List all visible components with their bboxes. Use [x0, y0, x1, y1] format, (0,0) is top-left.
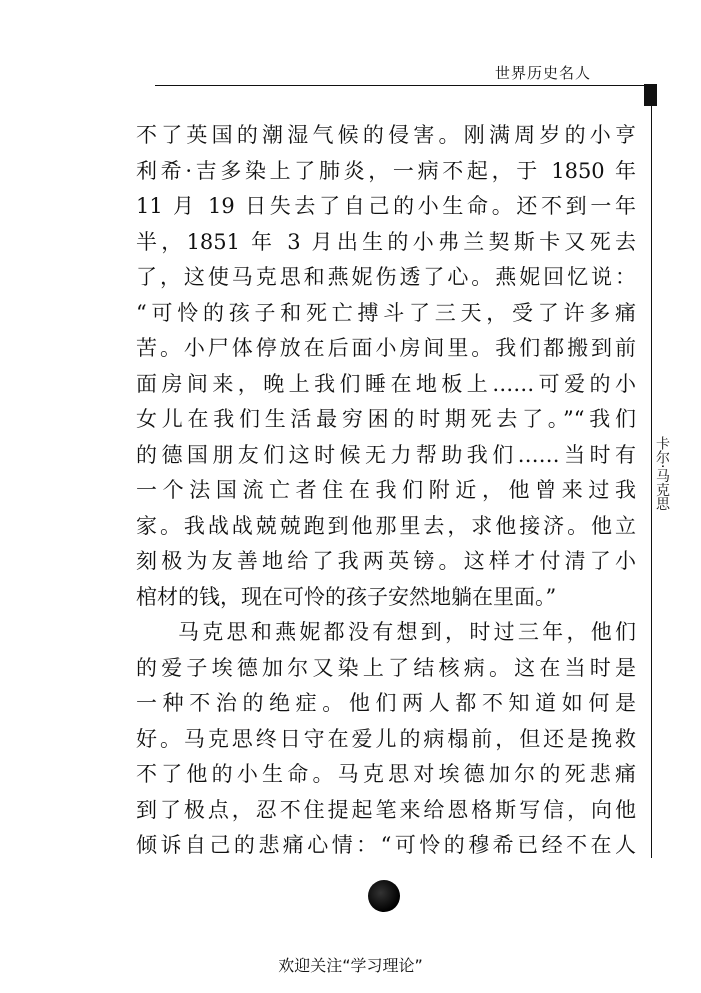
text-line: 的德国朋友们这时候无力帮助我们……当时有: [136, 442, 636, 467]
text-line: 棺材的钱，现在可怜的孩子安然地躺在里面。”: [136, 584, 557, 609]
side-tab-label: 卡尔·马克思: [654, 436, 670, 511]
side-rule: [651, 86, 652, 858]
text-line: “可怜的孩子和死亡搏斗了三天，受了许多痛: [136, 300, 636, 325]
text-line: 刻极为友善地给了我两英镑。这样才付清了小: [136, 549, 636, 573]
text-line: 女儿在我们生活最穷困的时期死去了。”“我们: [136, 407, 636, 431]
text-line: 苦。小尸体停放在后面小房间里。我们都搬到前: [136, 336, 636, 360]
running-header-title: 世界历史名人: [495, 64, 592, 82]
text-line: 11 月 19 日失去了自己的小生命。还不到一年: [136, 194, 636, 218]
text-line: 一种不治的绝症。他们两人都不知道如何是: [136, 691, 636, 715]
body-text: [136, 118, 636, 864]
page-ornament-dot: [368, 880, 400, 912]
text-line: 不了英国的潮湿气候的侵害。刚满周岁的小亨: [136, 123, 636, 147]
text-line: 利希·吉多染上了肺炎，一病不起，于 1850 年: [136, 158, 636, 183]
text-line: 面房间来，晚上我们睡在地板上……可爱的小: [136, 371, 636, 396]
text-line: 不了他的小生命。马克思对埃德加尔的死悲痛: [136, 762, 636, 786]
text-line: 家。我战战兢兢跑到他那里去，求他接济。他立: [136, 513, 636, 538]
text-line: 马克思和燕妮都没有想到，时过三年，他们: [178, 620, 636, 644]
text-line: 倾诉自己的悲痛心情：“可怜的穆希已经不在人: [136, 833, 636, 857]
text-line: 的爱子埃德加尔又染上了结核病。这在当时是: [136, 655, 636, 680]
text-line: 好。马克思终日守在爱儿的病榻前，但还是挽救: [136, 726, 636, 751]
text-line: 半，1851 年 3 月出生的小弗兰契斯卡又死去: [136, 229, 636, 254]
text-line: 一个法国流亡者住在我们附近，他曾来过我: [136, 478, 636, 502]
text-line: 到了极点，忍不住提起笔来给恩格斯写信，向他: [136, 797, 636, 822]
header-rule: [155, 85, 652, 86]
text-line: 了，这使马克思和燕妮伤透了心。燕妮回忆说：: [136, 265, 636, 289]
footer-note: 欢迎关注“学习理论”: [278, 956, 423, 975]
